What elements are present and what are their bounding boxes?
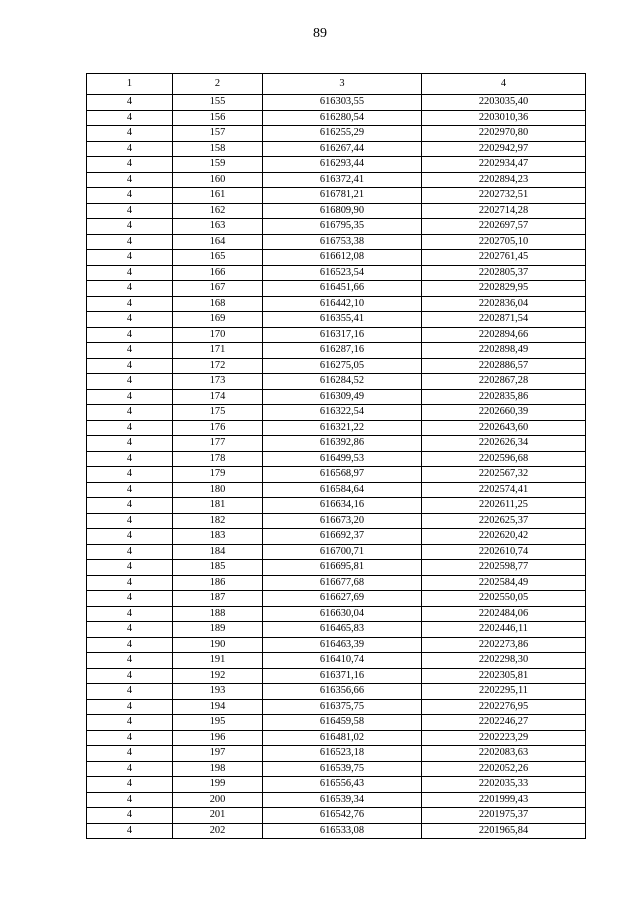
table-cell-col-3: 616267,44 — [263, 141, 422, 157]
table-cell-col-3: 616542,76 — [263, 808, 422, 824]
table-cell-col-3: 616539,34 — [263, 792, 422, 808]
table-cell-col-2: 161 — [173, 188, 263, 204]
table-cell-col-4: 2202596,68 — [422, 451, 586, 467]
table-cell-col-4: 2202295,11 — [422, 684, 586, 700]
table-cell-col-4: 2202898,49 — [422, 343, 586, 359]
table-cell-col-2: 169 — [173, 312, 263, 328]
table-cell-col-2: 163 — [173, 219, 263, 235]
table-row — [87, 792, 586, 808]
table-cell-col-2: 180 — [173, 482, 263, 498]
table-cell-col-3: 616465,83 — [263, 622, 422, 638]
table-cell-col-1: 4 — [87, 141, 173, 157]
table-cell-col-2: 179 — [173, 467, 263, 483]
page-number: 89 — [313, 26, 327, 41]
table-row — [87, 250, 586, 266]
table-row — [87, 219, 586, 235]
table-cell-col-2: 187 — [173, 591, 263, 607]
table-cell-col-4: 2202714,28 — [422, 203, 586, 219]
table-cell-col-1: 4 — [87, 622, 173, 638]
table-cell-col-1: 4 — [87, 95, 173, 111]
table-cell-col-3: 616700,71 — [263, 544, 422, 560]
table-row — [87, 668, 586, 684]
table-row — [87, 405, 586, 421]
table-cell-col-2: 156 — [173, 110, 263, 126]
table-cell-col-4: 2202584,49 — [422, 575, 586, 591]
table-cell-col-2: 192 — [173, 668, 263, 684]
table-cell-col-1: 4 — [87, 730, 173, 746]
table-cell-col-1: 4 — [87, 157, 173, 173]
table-cell-col-1: 4 — [87, 699, 173, 715]
table-cell-col-3: 616809,90 — [263, 203, 422, 219]
table-cell-col-3: 616375,75 — [263, 699, 422, 715]
table-cell-col-1: 4 — [87, 653, 173, 669]
table-cell-col-1: 4 — [87, 591, 173, 607]
table-cell-col-1: 4 — [87, 808, 173, 824]
table-cell-col-1: 4 — [87, 575, 173, 591]
table-cell-col-2: 185 — [173, 560, 263, 576]
table-cell-col-1: 4 — [87, 374, 173, 390]
table-cell-col-4: 2203035,40 — [422, 95, 586, 111]
table-cell-col-1: 4 — [87, 436, 173, 452]
table-cell-col-4: 2202705,10 — [422, 234, 586, 250]
table-cell-col-1: 4 — [87, 203, 173, 219]
header-cell-4: 4 — [422, 74, 586, 95]
table-row — [87, 126, 586, 142]
table-cell-col-4: 2202550,05 — [422, 591, 586, 607]
table-row — [87, 281, 586, 297]
table-cell-col-4: 2202052,26 — [422, 761, 586, 777]
table-cell-col-4: 2202446,11 — [422, 622, 586, 638]
table-row — [87, 575, 586, 591]
table-cell-col-1: 4 — [87, 312, 173, 328]
table-cell-col-3: 616355,41 — [263, 312, 422, 328]
table-cell-col-3: 616303,55 — [263, 95, 422, 111]
table-cell-col-4: 2202567,32 — [422, 467, 586, 483]
table-row — [87, 358, 586, 374]
table-cell-col-4: 2202836,04 — [422, 296, 586, 312]
table-cell-col-3: 616481,02 — [263, 730, 422, 746]
table-row — [87, 451, 586, 467]
table-row — [87, 684, 586, 700]
table-cell-col-3: 616781,21 — [263, 188, 422, 204]
table-cell-col-3: 616442,10 — [263, 296, 422, 312]
table-cell-col-4: 2202894,23 — [422, 172, 586, 188]
table-cell-col-3: 616695,81 — [263, 560, 422, 576]
table-cell-col-4: 2202276,95 — [422, 699, 586, 715]
table-header — [87, 74, 586, 95]
table-cell-col-2: 188 — [173, 606, 263, 622]
table-cell-col-2: 190 — [173, 637, 263, 653]
table-cell-col-2: 162 — [173, 203, 263, 219]
table-cell-col-2: 184 — [173, 544, 263, 560]
table-cell-col-4: 2202223,29 — [422, 730, 586, 746]
table-cell-col-1: 4 — [87, 343, 173, 359]
table-cell-col-2: 181 — [173, 498, 263, 514]
table-cell-col-2: 155 — [173, 95, 263, 111]
table-row — [87, 141, 586, 157]
table-cell-col-3: 616309,49 — [263, 389, 422, 405]
table-row — [87, 389, 586, 405]
table-cell-col-4: 2202574,41 — [422, 482, 586, 498]
coordinates-table — [86, 73, 586, 839]
table-cell-col-4: 2202484,06 — [422, 606, 586, 622]
table-cell-col-3: 616356,66 — [263, 684, 422, 700]
table-cell-col-4: 2202598,77 — [422, 560, 586, 576]
table-row — [87, 374, 586, 390]
table-cell-col-1: 4 — [87, 684, 173, 700]
table-cell-col-4: 2202305,81 — [422, 668, 586, 684]
table-cell-col-1: 4 — [87, 219, 173, 235]
table-cell-col-1: 4 — [87, 777, 173, 793]
table-cell-col-2: 171 — [173, 343, 263, 359]
table-row — [87, 327, 586, 343]
table-cell-col-4: 2202970,80 — [422, 126, 586, 142]
table-cell-col-3: 616293,44 — [263, 157, 422, 173]
table-cell-col-2: 164 — [173, 234, 263, 250]
table-row — [87, 606, 586, 622]
table-row — [87, 808, 586, 824]
table-cell-col-4: 2202867,28 — [422, 374, 586, 390]
table-cell-col-1: 4 — [87, 637, 173, 653]
table-cell-col-3: 616287,16 — [263, 343, 422, 359]
table-cell-col-4: 2202273,86 — [422, 637, 586, 653]
table-cell-col-3: 616612,08 — [263, 250, 422, 266]
table-cell-col-1: 4 — [87, 172, 173, 188]
table-cell-col-3: 616275,05 — [263, 358, 422, 374]
table-row — [87, 110, 586, 126]
table-cell-col-4: 2202643,60 — [422, 420, 586, 436]
table-cell-col-1: 4 — [87, 467, 173, 483]
table-cell-col-2: 175 — [173, 405, 263, 421]
header-cell-2: 2 — [173, 74, 263, 95]
table-row — [87, 513, 586, 529]
table-cell-col-3: 616627,69 — [263, 591, 422, 607]
table-cell-col-3: 616284,52 — [263, 374, 422, 390]
table-cell-col-2: 197 — [173, 746, 263, 762]
table-cell-col-3: 616630,04 — [263, 606, 422, 622]
table-cell-col-3: 616753,38 — [263, 234, 422, 250]
table-row — [87, 234, 586, 250]
table-cell-col-1: 4 — [87, 823, 173, 839]
table-cell-col-1: 4 — [87, 327, 173, 343]
table-cell-col-3: 616568,97 — [263, 467, 422, 483]
table-cell-col-4: 2202942,97 — [422, 141, 586, 157]
table-cell-col-2: 186 — [173, 575, 263, 591]
table-row — [87, 715, 586, 731]
table-cell-col-4: 2201965,84 — [422, 823, 586, 839]
table-row — [87, 343, 586, 359]
table-cell-col-4: 2202805,37 — [422, 265, 586, 281]
table-cell-col-2: 193 — [173, 684, 263, 700]
table-cell-col-1: 4 — [87, 296, 173, 312]
table-cell-col-3: 616321,22 — [263, 420, 422, 436]
table-cell-col-2: 160 — [173, 172, 263, 188]
table-cell-col-4: 2202829,95 — [422, 281, 586, 297]
table-cell-col-2: 198 — [173, 761, 263, 777]
table-cell-col-1: 4 — [87, 188, 173, 204]
table-cell-col-3: 616523,18 — [263, 746, 422, 762]
table-cell-col-4: 2202083,63 — [422, 746, 586, 762]
table-cell-col-4: 2202660,39 — [422, 405, 586, 421]
table-cell-col-2: 168 — [173, 296, 263, 312]
table-cell-col-4: 2202626,34 — [422, 436, 586, 452]
table-row — [87, 420, 586, 436]
table-cell-col-3: 616392,86 — [263, 436, 422, 452]
table-cell-col-4: 2202732,51 — [422, 188, 586, 204]
table-row — [87, 312, 586, 328]
table-row — [87, 730, 586, 746]
table-row — [87, 265, 586, 281]
table-cell-col-4: 2202246,27 — [422, 715, 586, 731]
table-row — [87, 622, 586, 638]
table-cell-col-1: 4 — [87, 544, 173, 560]
table-cell-col-1: 4 — [87, 560, 173, 576]
table-row — [87, 746, 586, 762]
table-row — [87, 823, 586, 839]
table-row — [87, 653, 586, 669]
table-cell-col-3: 616463,39 — [263, 637, 422, 653]
table-row — [87, 777, 586, 793]
table-cell-col-2: 166 — [173, 265, 263, 281]
table-cell-col-3: 616692,37 — [263, 529, 422, 545]
table-cell-col-3: 616556,43 — [263, 777, 422, 793]
table-cell-col-3: 616317,16 — [263, 327, 422, 343]
table-cell-col-2: 183 — [173, 529, 263, 545]
table-cell-col-3: 616584,64 — [263, 482, 422, 498]
table-cell-col-1: 4 — [87, 792, 173, 808]
table-cell-col-2: 167 — [173, 281, 263, 297]
table-cell-col-4: 2202620,42 — [422, 529, 586, 545]
table-cell-col-1: 4 — [87, 126, 173, 142]
table-cell-col-2: 177 — [173, 436, 263, 452]
table-cell-col-3: 616322,54 — [263, 405, 422, 421]
table-cell-col-4: 2202298,30 — [422, 653, 586, 669]
table-cell-col-1: 4 — [87, 358, 173, 374]
table-cell-col-4: 2202610,74 — [422, 544, 586, 560]
table-cell-col-2: 178 — [173, 451, 263, 467]
table-cell-col-1: 4 — [87, 498, 173, 514]
table-row — [87, 296, 586, 312]
header-cell-3: 3 — [263, 74, 422, 95]
table-row — [87, 188, 586, 204]
table-cell-col-1: 4 — [87, 606, 173, 622]
table-row — [87, 529, 586, 545]
table-cell-col-4: 2202761,45 — [422, 250, 586, 266]
table-cell-col-1: 4 — [87, 420, 173, 436]
table-row — [87, 436, 586, 452]
table-cell-col-3: 616255,29 — [263, 126, 422, 142]
table-row — [87, 203, 586, 219]
table-cell-col-2: 159 — [173, 157, 263, 173]
table-cell-col-4: 2203010,36 — [422, 110, 586, 126]
table-cell-col-2: 176 — [173, 420, 263, 436]
table-cell-col-4: 2202697,57 — [422, 219, 586, 235]
table-row — [87, 498, 586, 514]
table-cell-col-4: 2202894,66 — [422, 327, 586, 343]
table-cell-col-4: 2202871,54 — [422, 312, 586, 328]
table-cell-col-3: 616673,20 — [263, 513, 422, 529]
table-cell-col-2: 196 — [173, 730, 263, 746]
table-cell-col-1: 4 — [87, 405, 173, 421]
table-cell-col-2: 157 — [173, 126, 263, 142]
table-cell-col-3: 616280,54 — [263, 110, 422, 126]
table-cell-col-1: 4 — [87, 265, 173, 281]
table-row — [87, 544, 586, 560]
table-cell-col-1: 4 — [87, 761, 173, 777]
header-cell-1: 1 — [87, 74, 173, 95]
table-cell-col-2: 191 — [173, 653, 263, 669]
table-cell-col-2: 165 — [173, 250, 263, 266]
table-cell-col-4: 2202934,47 — [422, 157, 586, 173]
table-cell-col-3: 616523,54 — [263, 265, 422, 281]
table-cell-col-3: 616371,16 — [263, 668, 422, 684]
table-cell-col-2: 173 — [173, 374, 263, 390]
table-cell-col-2: 201 — [173, 808, 263, 824]
table-cell-col-2: 170 — [173, 327, 263, 343]
table-row — [87, 482, 586, 498]
table-cell-col-4: 2201999,43 — [422, 792, 586, 808]
table-cell-col-2: 200 — [173, 792, 263, 808]
table-cell-col-4: 2201975,37 — [422, 808, 586, 824]
table-cell-col-3: 616539,75 — [263, 761, 422, 777]
table-cell-col-3: 616410,74 — [263, 653, 422, 669]
table-cell-col-4: 2202625,37 — [422, 513, 586, 529]
table-row — [87, 157, 586, 173]
table-cell-col-2: 189 — [173, 622, 263, 638]
table-cell-col-1: 4 — [87, 482, 173, 498]
table-cell-col-3: 616795,35 — [263, 219, 422, 235]
header-row — [87, 74, 586, 95]
table-cell-col-3: 616459,58 — [263, 715, 422, 731]
table-cell-col-1: 4 — [87, 529, 173, 545]
table-cell-col-3: 616634,16 — [263, 498, 422, 514]
table-cell-col-2: 182 — [173, 513, 263, 529]
table-cell-col-1: 4 — [87, 715, 173, 731]
table-cell-col-2: 202 — [173, 823, 263, 839]
table-cell-col-4: 2202835,86 — [422, 389, 586, 405]
table-cell-col-3: 616372,41 — [263, 172, 422, 188]
table-body — [87, 95, 586, 839]
table-cell-col-4: 2202611,25 — [422, 498, 586, 514]
table-row — [87, 699, 586, 715]
table-cell-col-3: 616677,68 — [263, 575, 422, 591]
table-cell-col-2: 195 — [173, 715, 263, 731]
table-row — [87, 172, 586, 188]
table-cell-col-4: 2202035,33 — [422, 777, 586, 793]
table-row — [87, 560, 586, 576]
table-cell-col-4: 2202886,57 — [422, 358, 586, 374]
table-cell-col-3: 616499,53 — [263, 451, 422, 467]
table-cell-col-1: 4 — [87, 451, 173, 467]
table-row — [87, 95, 586, 111]
table-cell-col-2: 174 — [173, 389, 263, 405]
table-cell-col-2: 158 — [173, 141, 263, 157]
table-cell-col-1: 4 — [87, 250, 173, 266]
table-cell-col-1: 4 — [87, 281, 173, 297]
table-cell-col-1: 4 — [87, 668, 173, 684]
table-row — [87, 637, 586, 653]
table-row — [87, 591, 586, 607]
table-row — [87, 761, 586, 777]
table-cell-col-2: 172 — [173, 358, 263, 374]
table-cell-col-3: 616533,08 — [263, 823, 422, 839]
table-cell-col-2: 199 — [173, 777, 263, 793]
table-cell-col-1: 4 — [87, 746, 173, 762]
table-cell-col-1: 4 — [87, 513, 173, 529]
table-row — [87, 467, 586, 483]
table-cell-col-1: 4 — [87, 389, 173, 405]
table-cell-col-2: 194 — [173, 699, 263, 715]
table-cell-col-1: 4 — [87, 234, 173, 250]
table-cell-col-1: 4 — [87, 110, 173, 126]
table-cell-col-3: 616451,66 — [263, 281, 422, 297]
